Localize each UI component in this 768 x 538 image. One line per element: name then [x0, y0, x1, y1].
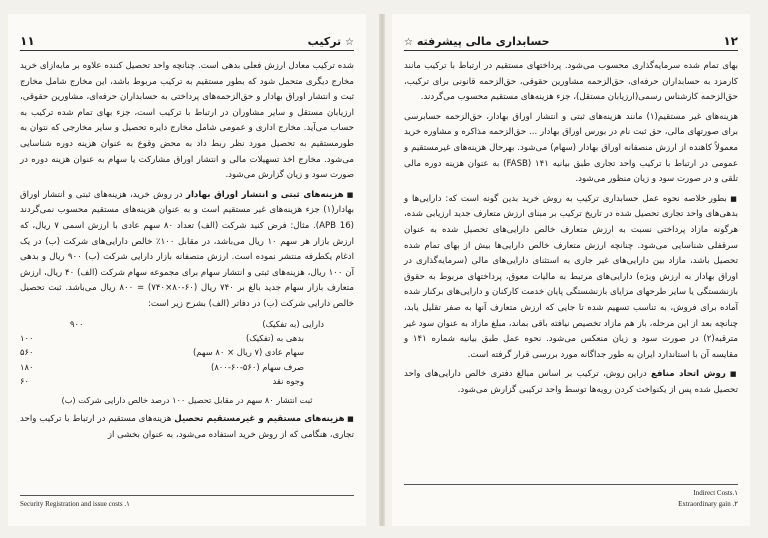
paragraph: هزینه‌های غیر مستقیم(۱) مانند هزینه‌های ثبتی و انتشار اوراق بهادار، حق‌الزحمه حسابرسی برای صورتهای مالی، حق ثبت نام در بورس اوراق بهادار ... حق‌الزحمه مذاکره و مشاوره خرید معمولاً کاهنده از ارزش منصفانه اوراق بهادار (سهام) می‌شود. بهرحال هزینه‌های غیرمستقیم و عمومی در ارتباط با ترکیب واحد تجاری طبق بیانیه ۱۴۱ (FASB) به عنوان هزینه دوره مالی تلقی و در صورت سود و زیان منظور می‌شود.	[404, 111, 738, 185]
right-page-header	[404, 34, 738, 51]
section-text: در روش خرید، هزینه‌های ثبتی و انتشار اوراق بهادار(۱) جزء هزینه‌های غیر مستقیم است و به عنوان هزینه‌های مستقیم محسوب نمی‌گردند (APB 16). مثال: فرض کنید شرکت (الف) تعداد ۸۰ سهم عادی با ارزش اسمی ۷ ریال، که ارزش بازار هر سهم ۱۰ ریال می‌باشد، در مقابل ۱۰۰٪ خالص دارایی‌های شرکت (ب) در یک ادغام یکطرفه منتشر نموده است. ارزش منصفانه بازار دارایی شرکت (ب) ۹۰۰ ریال و بدهی آن ۱۰۰ ریال، هزینه‌های ثبتی و انتشار سهام برای مجموعه سهام شرکت (الف) ۴۰ ریال، ارزش متعارف بازار سهام جدید بالغ بر ۷۴۰ ریال (۶۰-۸۰×۷۴۰) = ۸۰۰ ریال می‌باشد. ثبت تحصیل خالص دارایی شرکت (ب) در دفاتر (الف) بشرح زیر است:	[20, 189, 355, 309]
ledger-note: ثبت انتشار ۸۰ سهم در مقابل تحصیل ۱۰۰ درصد خالص دارایی شرکت (ب)	[61, 394, 313, 405]
right-page	[392, 14, 750, 526]
star-icon: ☆	[345, 37, 354, 48]
paragraph: بهای تمام شده سرمایه‌گذاری محسوب می‌شود. پرداختهای مستقیم در ارتباط با ترکیب مانند کارمزد به حسابداران حرفه‌ای، حق‌الزحمه مشاورین حقوقی، حق‌الزحمه قانونی برای ترکیب، حق‌الزحمه کارشناس رسمی(ارزیابان مستقل)، جزء هزینه‌های مستقیم محسوب می‌گردند.	[404, 61, 738, 103]
left-page	[8, 14, 366, 526]
page-number: ۱۲	[723, 34, 738, 48]
footnote: Extraordinary gain .۲	[678, 500, 738, 508]
ledger-account: بدهی به (تفکیک)	[245, 332, 304, 343]
paragraph: ■ بطور خلاصه نحوه عمل حسابداری ترکیب به روش خرید بدین گونه است که: دارایی‌ها و بدهی‌های واحد تجاری تحصیل شده در تاریخ ترکیب بر مبنای ارزش متعارف جدید ارزیابی شده، هرگونه مازاد پرداختی نسبت به ارزش متعارف خالص دارایی‌های تحصیل شده به عنوان سرقفلی شناسایی می‌شود. چنانچه ارزش متعارف خالص دارایی‌ها بیش از بهای تمام شده تحصیل باشد، مازاد بین دارایی‌های غیر جاری به استثنای دارایی‌های مالی (سرمایه‌گذاری در اوراق بهادار به ارزش ویژه) دارایی‌های مرتبط به مالیات معوق، پرداختهای مربوط به حقوق بازنشستگی یا سایر طرحهای مزایای بازنشستگی پایان خدمت کارکنان و دارایی‌های برکنار شده آماده برای فروش، به تناسب تسهیم شده تا جایی که ارزش متعارف آنها به صفر تقلیل یابد، چنانچه بعد از این مرحله، باز هم مازاد تخصیص نیافته باقی بماند، مبلغ مازاد به عنوان سود غیر مترقبه(۲) در صورت سود و زیان منعکس می‌شود. نحوه عمل طبق بیانیه شماره ۱۴۱ و مقایسه آن با استاندارد ایران به طور جداگانه مورد بررسی قرار گرفته است.	[404, 192, 738, 364]
chapter-title: ترکیب	[307, 35, 342, 48]
ledger-debit	[70, 331, 120, 345]
ledger-credit	[20, 317, 70, 331]
section-text: هزینه‌های مستقیم در ارتباط با ترکیب واحد تجاری، هنگامی که از روش خرید استفاده می‌شود، به عنوان بخشی از	[20, 414, 354, 440]
ledger-row	[20, 331, 354, 345]
ledger-account: صرف سهام (۵۶۰-۶۰-۸۰۰)	[211, 361, 304, 372]
section-heading: ■ روش اتحاد منافع	[651, 369, 738, 379]
ledger-credit: ۱۸۰	[20, 361, 34, 372]
paragraph: شده ترکیب معادل ارزش فعلی بدهی است. چنانچه واحد تحصیل کننده علاوه بر مابه‌ازای خرید مخارج دیگری متحمل شود که بطور مستقیم به ترکیب مربوط باشد، این مخارج شامل مخارج ثبت و انتشار اوراق بهادار و حق‌الزحمه‌های پرداختی به حسابداران حرفه‌ای، مشاورین حقوقی، ارزیابان مستقل و سایر مشاوران در ارتباط با ترکیب است، جزء بهای تمام شده ترکیب به حساب می‌آید. مخارج اداری و عمومی شامل مخارج دایره تحصیل و سایر مخارجی که نتوان به طورمستقیم به تحصیل مورد نظر ربط داد به محض وقوع به عنوان هزینه دوره شناسایی می‌شود. مخارج اخذ تسهیلات مالی و انتشار اوراق مشارکت یا سهام به عنوان هزینه دوره در صورت سود و زیان گزارش می‌شود.	[20, 61, 354, 181]
ledger-account: دارایی (به تفکیک)	[262, 318, 324, 329]
section-text: دراین روش، ترکیب بر اساس مبالغ دفتری خالص دارایی‌های واحد تحصیل شده پس از یکنواخت کردن رویه‌ها توسط واحد ترکیبی گزارش می‌شود.	[404, 369, 738, 395]
footnotes	[404, 484, 738, 510]
ledger-row	[20, 360, 354, 374]
ledger-debit: ۹۰۰	[70, 318, 84, 329]
section-heading: ■ هزینه‌های مستقیم و غیرمستقیم تحصیل	[174, 414, 354, 424]
ledger-debit	[70, 345, 120, 359]
ledger-row	[20, 317, 354, 331]
book-title: حسابداری مالی پیشرفته	[416, 35, 550, 48]
section-paragraph	[404, 367, 738, 398]
ledger-debit	[70, 360, 120, 374]
section-heading: ■ هزینه‌های ثبتی و انتشار اوراق بهادار	[186, 190, 354, 200]
book-gutter	[379, 14, 385, 526]
ledger-credit: ۶۰	[20, 376, 29, 387]
ledger-row	[20, 345, 354, 359]
ledger-credit: ۱۰۰	[20, 332, 34, 343]
star-icon: ☆	[404, 37, 413, 48]
footnote: Indirect Costs.۱	[693, 489, 738, 497]
ledger-account: وجوه نقد	[272, 376, 304, 387]
section-paragraph	[20, 412, 354, 443]
ledger-row	[20, 374, 354, 388]
section-paragraph	[20, 188, 354, 313]
ledger-account: سهام عادی (۷ ریال × ۸۰ سهم)	[193, 347, 304, 358]
footnote: Security Registration and issue costs .۱	[20, 495, 354, 510]
ledger-debit	[70, 374, 120, 388]
ledger-credit: ۵۶۰	[20, 347, 34, 358]
left-page-header	[20, 34, 354, 51]
page-number: ۱۱	[20, 34, 35, 48]
journal-entry	[20, 317, 354, 389]
